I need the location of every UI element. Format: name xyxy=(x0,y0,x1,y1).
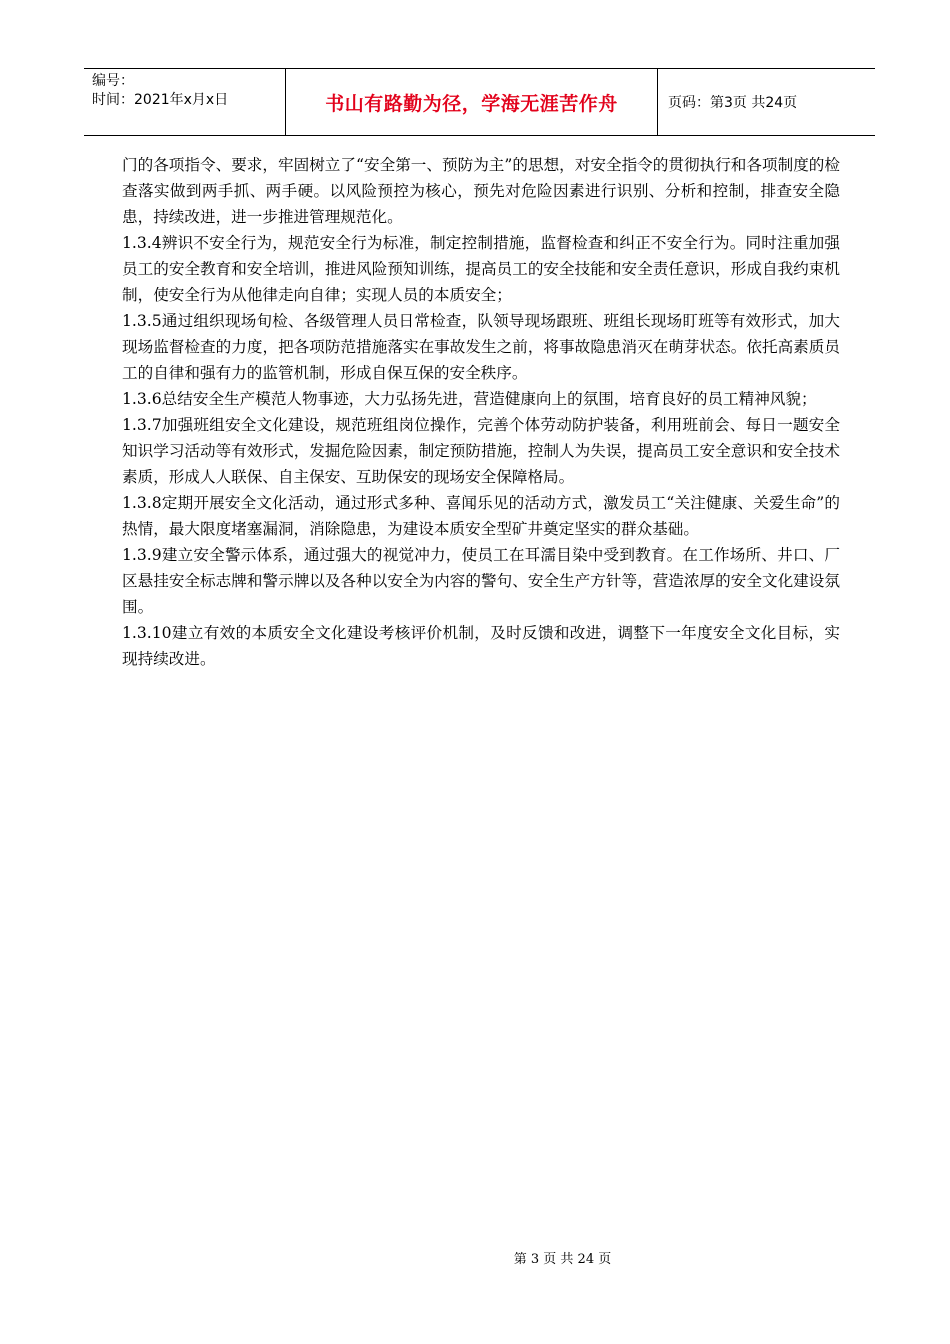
paragraph: 1.3.9建立安全警示体系，通过强大的视觉冲力，使员工在耳濡目染中受到教育。在工作场所、井口、厂区悬挂安全标志牌和警示牌以及各种以安全为内容的警句、安全生产方针等，营造浓厚的安全文化建设氛围。 xyxy=(122,546,840,616)
page-footer: 第 3 页 共 24 页 xyxy=(513,1252,612,1267)
header-motto: 书山有路勤为径，学海无涯苦作舟 xyxy=(286,69,658,135)
document-body xyxy=(122,152,840,672)
paragraph: 1.3.6总结安全生产模范人物事迹，大力弘扬先进，营造健康向上的氛围，培育良好的员工精神风貌； xyxy=(122,390,817,408)
document-number-label: 编号： xyxy=(92,73,134,89)
paragraph: 1.3.10建立有效的本质安全文化建设考核评价机制，及时反馈和改进，调整下一年度安全文化目标，实现持续改进。 xyxy=(122,624,840,668)
document-date: 时间：2021年x月x日 xyxy=(92,92,229,108)
page-header xyxy=(84,68,875,136)
header-page-number: 页码：第3页 共24页 xyxy=(668,95,798,111)
paragraph: 1.3.8定期开展安全文化活动，通过形式多种、喜闻乐见的活动方式，激发员工“关注健康、关爱生命”的热情，最大限度堵塞漏洞，消除隐患，为建设本质安全型矿井奠定坚实的群众基础。 xyxy=(122,494,840,538)
paragraph: 1.3.4辨识不安全行为，规范安全行为标准，制定控制措施，监督检查和纠正不安全行为。同时注重加强员工的安全教育和安全培训，推进风险预知训练，提高员工的安全技能和安全责任意识，形成自我约束机制，使安全行为从他律走向自律；实现人员的本质安全； xyxy=(122,234,840,304)
paragraph: 1.3.5通过组织现场旬检、各级管理人员日常检查，队领导现场跟班、班组长现场盯班等有效形式，加大现场监督检查的力度，把各项防范措施落实在事故发生之前，将事故隐患消灭在萌芽状态。依托高素质员工的自律和强有力的监管机制，形成自保互保的安全秩序。 xyxy=(122,312,840,382)
header-meta xyxy=(84,69,286,135)
paragraph: 1.3.7加强班组安全文化建设，规范班组岗位操作，完善个体劳动防护装备，利用班前会、每日一题安全知识学习活动等有效形式，发掘危险因素，制定预防措施，控制人为失误，提高员工安全意识和安全技术素质，形成人人联保、自主保安、互助保安的现场安全保障格局。 xyxy=(122,416,840,486)
paragraph: 门的各项指令、要求，牢固树立了“安全第一、预防为主”的思想，对安全指令的贯彻执行和各项制度的检查落实做到两手抓、两手硬。以风险预控为核心，预先对危险因素进行识别、分析和控制，排查安全隐患，持续改进，进一步推进管理规范化。 xyxy=(122,156,840,226)
